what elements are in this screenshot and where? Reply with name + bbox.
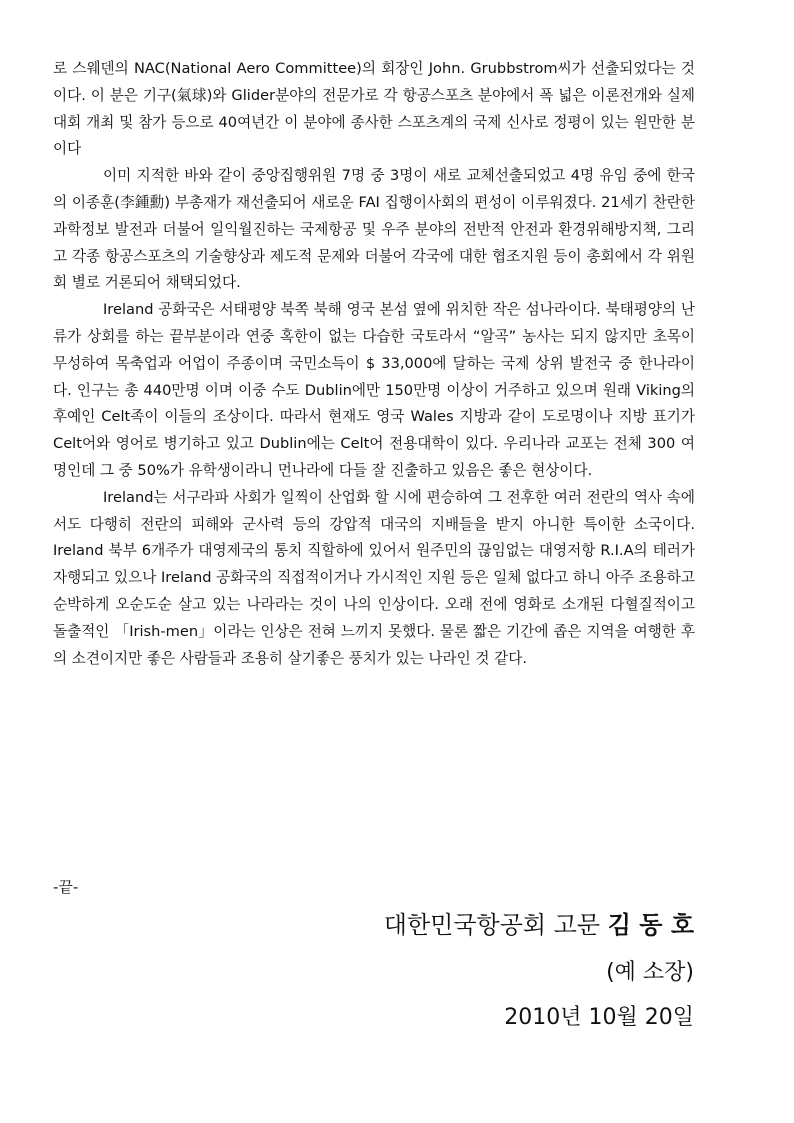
paragraph: Ireland는 서구라파 사회가 일찍이 산업화 할 시에 편승하여 그 전후한 여러 전란의 역사 속에서도 다행히 전란의 피해와 군사력 등의 강압적 대국의 지배들을 받지 아니한 특이한 소국이다. Ireland 북부 6개주가 대영제국의 통치 직할하에 있어서 원주민의 끊임없는 대영저항 R.I.A의 테러가 자행되고 있으나 Ireland 공화국의 직접적이거나 가시적인 지원 등은 일체 없다고 하니 아주 조용하고 순박하게 오순도순 살고 있는 나라라는 것이 나의 인상이다. 오래 전에 영화로 소개된 다혈질적이고 돌출적인 「Irish-men」이라는 인상은 전혀 느끼지 못했다. 물론 짧은 기간에 좁은 지역을 여행한 후의 소견이지만 좋은 사람들과 조용히 살기좋은 풍치가 있는 나라인 것 같다. (53, 488, 695, 667)
signature-date: 2010년 10월 20일 (504, 1005, 694, 1030)
paragraph: Ireland 공화국은 서태평양 북쪽 북해 영국 본섬 옆에 위치한 작은 섬나라이다. 북태평양의 난류가 상회를 하는 끝부분이라 연중 혹한이 없는 다습한 국토라서 “알곡” 농사는 되지 않지만 초목이 무성하여 목축업과 어업이 주종이며 국민소득이 $ 33,000에 달하는 국제 상위 발전국 중 한나라이다. 인구는 총 440만명 이며 이중 수도 Dublin에만 150만명 이상이 거주하고 있으며 원래 Viking의 후예인 Celt족이 이들의 조상이다. 따라서 현재도 영국 Wales 지방과 같이 도로명이나 지방 표기가 Celt어와 영어로 병기하고 있고 Dublin에는 Celt어 전용대학이 있다. 우리나라 교포는 전체 300 여명인데 그 중 50%가 유학생이라니 먼나라에 다들 잘 진출하고 있음은 좋은 현상이다. (53, 301, 695, 479)
signature-name-line (384, 905, 694, 940)
paragraph: 로 스웨덴의 NAC(National Aero Committee)의 회장인 John. Grubbstrom씨가 선출되었다는 것이다. 이 분은 기구(氣球)와 Glider분야의 전문가로 각 항공스포츠 분야에서 폭 넓은 이론전개와 실제대회 개최 및 참가 등으로 40여년간 이 분야에 종사한 스포츠계의 국제 신사로 정평이 있는 원만한 분이다 (53, 60, 695, 158)
signature-title: (예 소장) (606, 960, 694, 985)
signature-name: 김 동 호 (607, 911, 694, 939)
paragraph: 이미 지적한 바와 같이 중앙집행위원 7명 중 3명이 새로 교체선출되었고 4명 유임 중에 한국의 이종훈(李鍾勳) 부총재가 재선출되어 새로운 FAI 집행이사회의 편성이 이루워졌다. 21세기 찬란한 과학정보 발전과 더불어 일익월진하는 국제항공 및 우주 분야의 전반적 안전과 환경위해방지책, 그리고 각종 항공스포츠의 기술향상과 제도적 문제와 더불어 각국에 대한 협조지원 등이 총회에서 각 위원회 별로 거론되어 채택되었다. (53, 167, 695, 292)
body-text (53, 56, 695, 672)
end-mark: -끝- (53, 878, 79, 896)
signature-org: 대한민국항공회 고문 (383, 911, 601, 939)
